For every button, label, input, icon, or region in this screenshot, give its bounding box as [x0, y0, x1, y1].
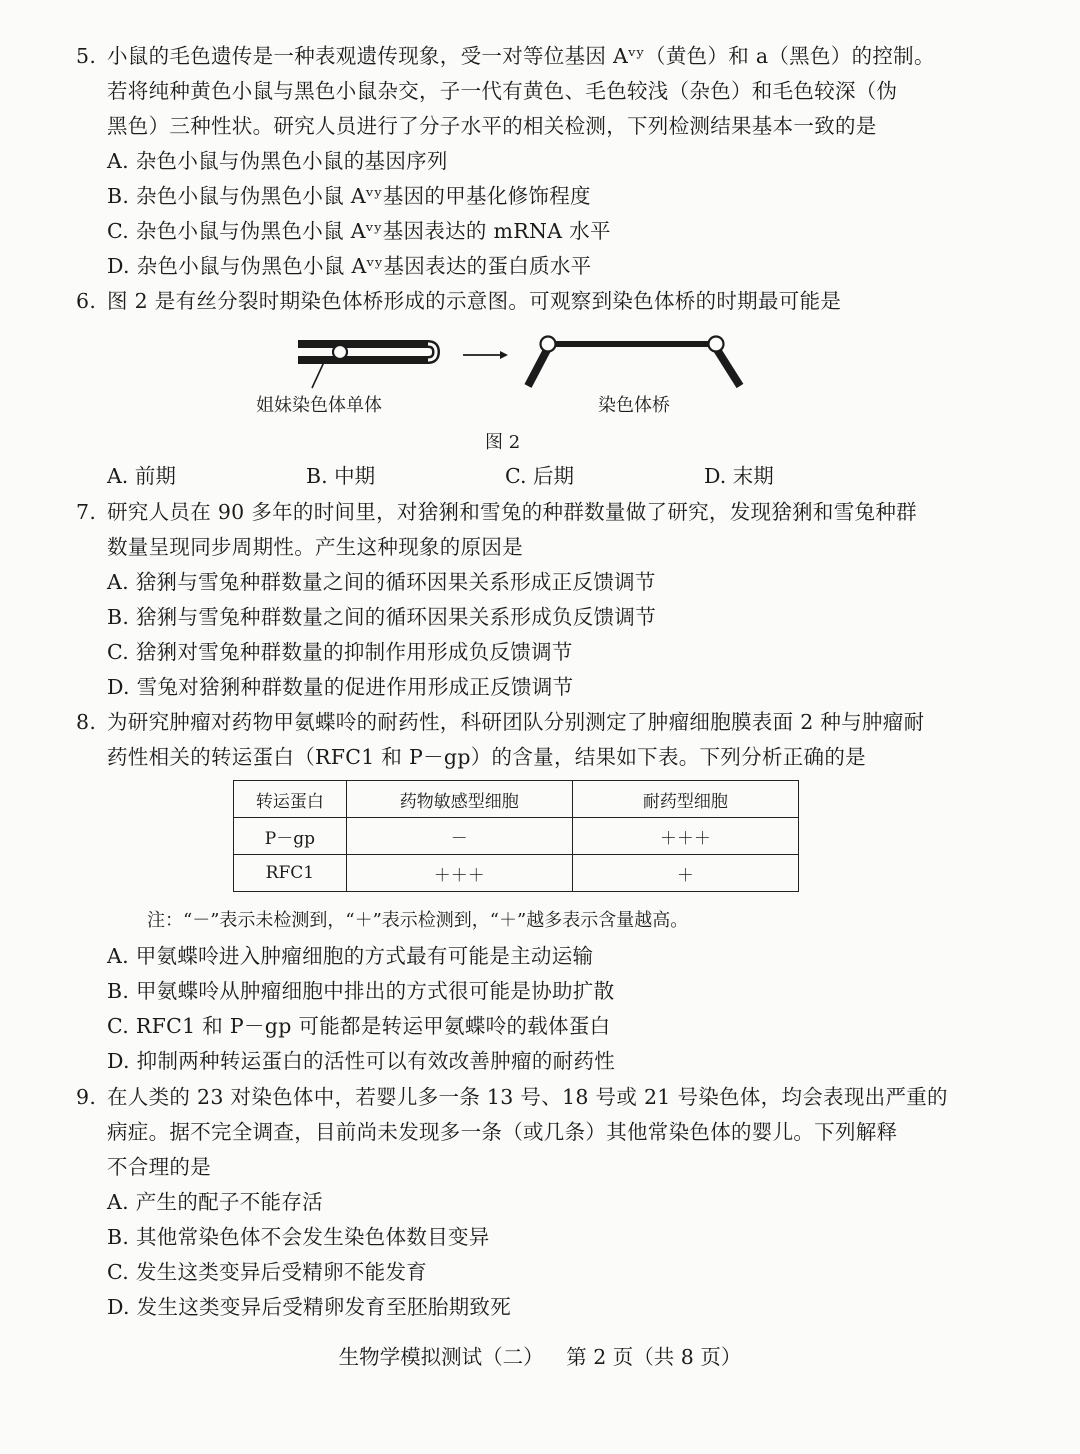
- figure-label-bridge: 染色体桥: [598, 395, 670, 416]
- option-b: B. 甲氨蝶呤从肿瘤细胞中排出的方式很可能是协助扩散: [107, 979, 615, 1003]
- question-stem-line: 不合理的是: [107, 1155, 211, 1179]
- option-c: C. 杂色小鼠与伪黑色小鼠 Aᵛʸ基因表达的 mRNA 水平: [107, 219, 611, 243]
- question-number: 6.: [76, 289, 97, 313]
- table-header-cell: 耐药型细胞: [572, 781, 798, 818]
- question-stem-line: 图 2 是有丝分裂时期染色体桥形成的示意图。可观察到染色体桥的时期最可能是: [107, 289, 842, 313]
- footer-title: 生物学模拟测试（二）: [338, 1345, 544, 1369]
- table-row: [234, 855, 799, 892]
- figure-caption: 图 2: [485, 432, 521, 453]
- table-cell: ＋＋＋: [346, 855, 572, 892]
- option-c: C. RFC1 和 P－gp 可能都是转运甲氨蝶呤的载体蛋白: [107, 1014, 611, 1038]
- table-header-row: [234, 781, 799, 818]
- option-d: D. 杂色小鼠与伪黑色小鼠 Aᵛʸ基因表达的蛋白质水平: [107, 254, 592, 278]
- question-stem-line: 小鼠的毛色遗传是一种表观遗传现象，受一对等位基因 Aᵛʸ（黄色）和 a（黑色）的控制。: [107, 44, 935, 68]
- option-b: B. 猞猁与雪兔种群数量之间的循环因果关系形成负反馈调节: [107, 605, 656, 629]
- page-footer: [0, 1340, 1080, 1370]
- question-number: 8.: [76, 710, 97, 734]
- question-number: 7.: [76, 500, 97, 524]
- option-b: B. 其他常染色体不会发生染色体数目变异: [107, 1225, 490, 1249]
- table-row: [234, 818, 799, 855]
- bridge-centromere-right: [709, 337, 724, 352]
- centromere-dot: [333, 345, 347, 359]
- option-c: C. 后期: [505, 464, 574, 488]
- bridge-right-arm: [716, 348, 740, 386]
- option-a: A. 猞猁与雪兔种群数量之间的循环因果关系形成正反馈调节: [107, 570, 656, 594]
- question-stem-line: 病症。据不完全调查，目前尚未发现多一条（或几条）其他常染色体的婴儿。下列解释: [107, 1120, 898, 1144]
- table-cell: RFC1: [234, 855, 347, 892]
- bridge-left-arm: [528, 348, 548, 386]
- table-cell: P－gp: [234, 818, 347, 855]
- label-pointer: [312, 362, 324, 388]
- option-d: D. 雪兔对猞猁种群数量的促进作用形成正反馈调节: [107, 675, 574, 699]
- option-b: B. 中期: [306, 464, 376, 488]
- question-stem-line: 若将纯种黄色小鼠与黑色小鼠杂交，子一代有黄色、毛色较浅（杂色）和毛色较深（伪: [107, 79, 898, 103]
- question-stem-line: 黑色）三种性状。研究人员进行了分子水平的相关检测，下列检测结果基本一致的是: [107, 114, 877, 138]
- question-stem-line: 药性相关的转运蛋白（RFC1 和 P－gp）的含量，结果如下表。下列分析正确的是: [107, 745, 866, 769]
- table-cell: ＋＋＋: [572, 818, 798, 855]
- question-stem-line: 研究人员在 90 多年的时间里，对猞猁和雪兔的种群数量做了研究，发现猞猁和雪兔种群: [107, 500, 917, 524]
- chromosome-bridge-diagram: [260, 328, 760, 398]
- option-a: A. 杂色小鼠与伪黑色小鼠的基因序列: [107, 149, 448, 173]
- option-a: A. 产生的配子不能存活: [107, 1190, 323, 1214]
- option-c: C. 猞猁对雪兔种群数量的抑制作用形成负反馈调节: [107, 640, 573, 664]
- question-number: 9.: [76, 1085, 97, 1109]
- question-stem-line: 在人类的 23 对染色体中，若婴儿多一条 13 号、18 号或 21 号染色体，均会表现出严重的: [107, 1085, 948, 1109]
- option-b: B. 杂色小鼠与伪黑色小鼠 Aᵛʸ基因的甲基化修饰程度: [107, 184, 591, 208]
- bridge-centromere-left: [541, 337, 556, 352]
- table-cell: －: [346, 818, 572, 855]
- footer-page-number: 第 2 页（共 8 页）: [566, 1345, 742, 1369]
- option-d: D. 发生这类变异后受精卵发育至胚胎期致死: [107, 1295, 512, 1319]
- table-header-cell: 转运蛋白: [234, 781, 347, 818]
- option-d: D. 末期: [704, 464, 774, 488]
- option-a: A. 前期: [107, 464, 176, 488]
- transporter-table: [233, 780, 799, 892]
- table-cell: ＋: [572, 855, 798, 892]
- table-header-cell: 药物敏感型细胞: [346, 781, 572, 818]
- option-d: D. 抑制两种转运蛋白的活性可以有效改善肿瘤的耐药性: [107, 1049, 616, 1073]
- option-c: C. 发生这类变异后受精卵不能发育: [107, 1260, 428, 1284]
- question-number: 5.: [76, 44, 97, 68]
- question-stem-line: 数量呈现同步周期性。产生这种现象的原因是: [107, 535, 523, 559]
- table-note: 注：“－”表示未检测到，“＋”表示检测到，“＋”越多表示含量越高。: [147, 910, 689, 931]
- figure-label-sister-chromatids: 姐妹染色体单体: [256, 395, 382, 416]
- option-a: A. 甲氨蝶呤进入肿瘤细胞的方式最有可能是主动运输: [107, 944, 594, 968]
- question-stem-line: 为研究肿瘤对药物甲氨蝶呤的耐药性，科研团队分别测定了肿瘤细胞膜表面 2 种与肿瘤耐: [107, 710, 925, 734]
